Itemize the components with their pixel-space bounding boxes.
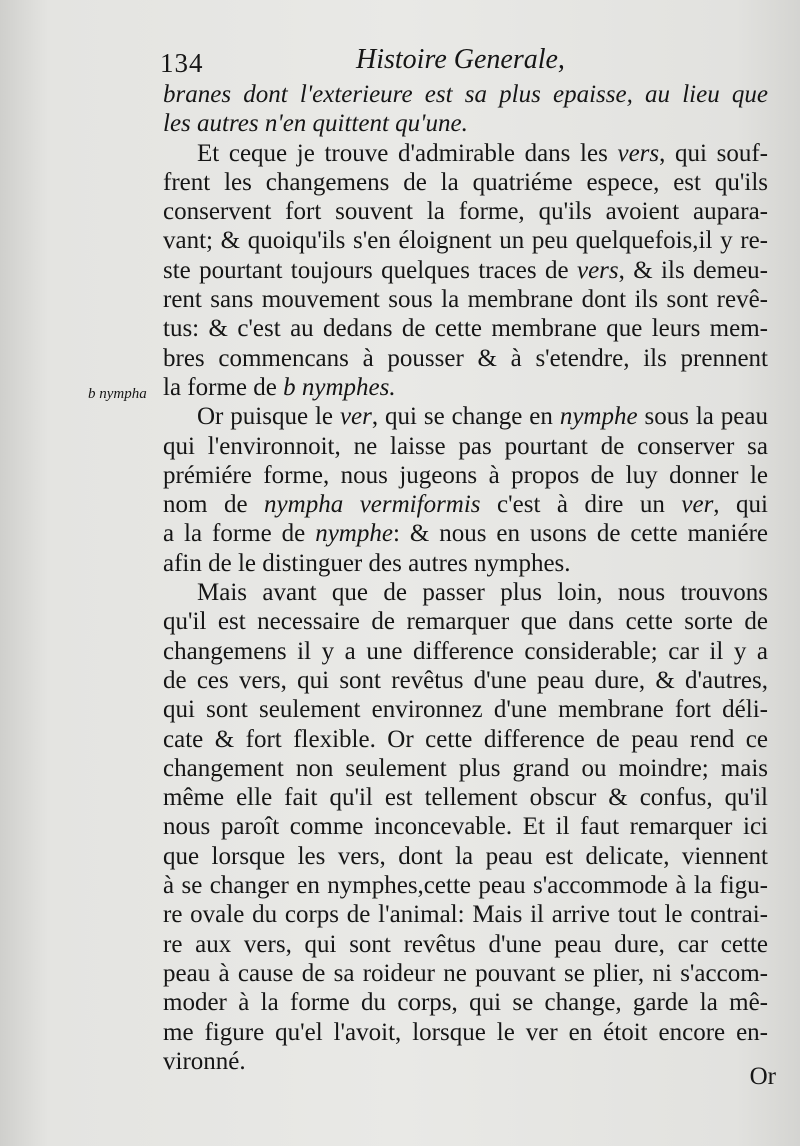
text-run: a la forme de [163,520,316,548]
text-run: c'est à dire un [480,491,682,519]
text-line [163,256,768,285]
text-run: : & nous en usons de cette maniére [392,520,768,548]
text-line [163,373,768,402]
text-line [163,549,768,578]
text-line [163,432,768,461]
text-run: ste pourtant toujours quelques traces de [163,256,577,284]
text-line [163,344,768,373]
text-line [163,637,768,666]
text-line [163,197,768,226]
text-line [163,842,768,871]
text-run: re ovale du corps de l'animal: Mais il arrive tout le contrai- [163,901,768,929]
text-run: nom de [163,491,265,519]
text-line [163,900,768,929]
text-run: à se changer en nymphes,cette peau s'accommode à la figu- [163,872,768,900]
text-line [163,1047,768,1076]
text-run: Et ceque je trouve d'admirable dans les [197,139,618,167]
text-line [163,490,768,519]
text-run: moder à la forme du corps, qui se change, garde la mê- [163,989,768,1017]
text-line [163,783,768,812]
page-number: 134 [160,48,204,78]
text-run: changemens il y a une difference considerable; car il y a [163,637,768,665]
text-run: qui sont seulement environnez d'une membrane fort déli- [163,696,768,724]
text-run: qu'il est necessaire de remarquer que dans cette sorte de [163,608,768,636]
italic-text-run: vers [576,256,619,284]
text-line [163,139,768,168]
text-line [163,812,768,841]
text-run: Mais avant que de passer plus loin, nous trouvons [197,579,768,607]
text-run: peau à cause de sa roideur ne pouvant se plier, ni s'accom- [163,959,768,987]
italic-text-run: nymphe [315,520,393,548]
text-run: afin de le distinguer des autres nymphes. [163,549,571,577]
text-run: nous paroît comme inconcevable. Et il faut remarquer ici [163,813,768,841]
text-line [163,871,768,900]
text-run: changement non seulement plus grand ou moindre; mais [163,754,768,782]
text-line [163,519,768,548]
text-run: bres commencans à pousser & à s'etendre, ils prennent [163,344,768,372]
text-run: prémiére forme, nous jugeons à propos de luy donner le [163,461,768,489]
text-line [163,725,768,754]
text-run: qui l'environnoit, ne laisse pas pourtant de conserver sa [163,432,768,460]
text-line [163,168,768,197]
text-run: frent les changemens de la quatriéme espece, est qu'ils [163,168,768,196]
text-line [163,285,768,314]
italic-text-run: ver [339,403,372,431]
text-run: même elle fait qu'il est tellement obscur & confus, qu'il [163,784,768,812]
text-run: , qui [713,491,768,519]
italic-text-run: branes dont l'exterieure est sa plus epaisse, au lieu que [163,81,768,108]
text-line [163,402,768,431]
page-header [160,44,760,84]
text-line [163,314,768,343]
italic-text-run: vers [617,139,660,167]
text-run: que lorsque les vers, dont la peau est delicate, viennent [163,842,768,870]
text-line [163,959,768,988]
catchword: Or [749,1063,776,1090]
body-text [163,80,768,1076]
text-run: vironné. [163,1047,246,1075]
text-run: cate & fort flexible. Or cette difference de peau rend ce [163,725,768,753]
italic-text-run: nymphe [559,403,638,431]
text-line [163,930,768,959]
text-run: rent sans mouvement sous la membrane dont ils sont revê- [163,286,768,314]
text-run: Or puisque le [197,403,340,431]
italic-text-run: b nymphes. [283,373,396,401]
text-run: , & ils demeu- [618,256,768,284]
text-run: vant; & quoiqu'ils s'en éloignent un peu quelquefois,il y re- [163,227,768,255]
text-line [163,695,768,724]
text-line [163,578,768,607]
text-line [163,226,768,255]
text-line [163,80,768,109]
text-line [163,607,768,636]
text-run: , qui souf- [659,139,769,167]
italic-text-run: ver [681,491,714,519]
text-line [163,109,768,138]
text-run: conservent fort souvent la forme, qu'ils avoient aupara- [163,198,768,226]
text-run: , qui se change en [371,403,560,431]
italic-text-run: nympha vermiformis [264,491,481,519]
text-run: la forme de [163,373,284,401]
text-run: me figure qu'el l'avoit, lorsque le ver en étoit encore en- [163,1018,768,1046]
text-line [163,1018,768,1047]
text-line [163,666,768,695]
text-line [163,461,768,490]
text-line [163,988,768,1017]
text-run: sous la peau [637,403,769,431]
text-run: tus: & c'est au dedans de cette membrane que leurs mem- [163,315,768,343]
text-run: de ces vers, qui sont revêtus d'une peau dure, & d'autres, [163,666,768,694]
italic-text-run: les autres n'en quittent qu'une. [163,110,468,138]
marginal-note: b nympha [88,386,147,402]
running-head: Histoire Generale, [356,44,565,75]
text-run: re aux vers, qui sont revêtus d'une peau dure, car cette [163,930,768,958]
text-line [163,754,768,783]
